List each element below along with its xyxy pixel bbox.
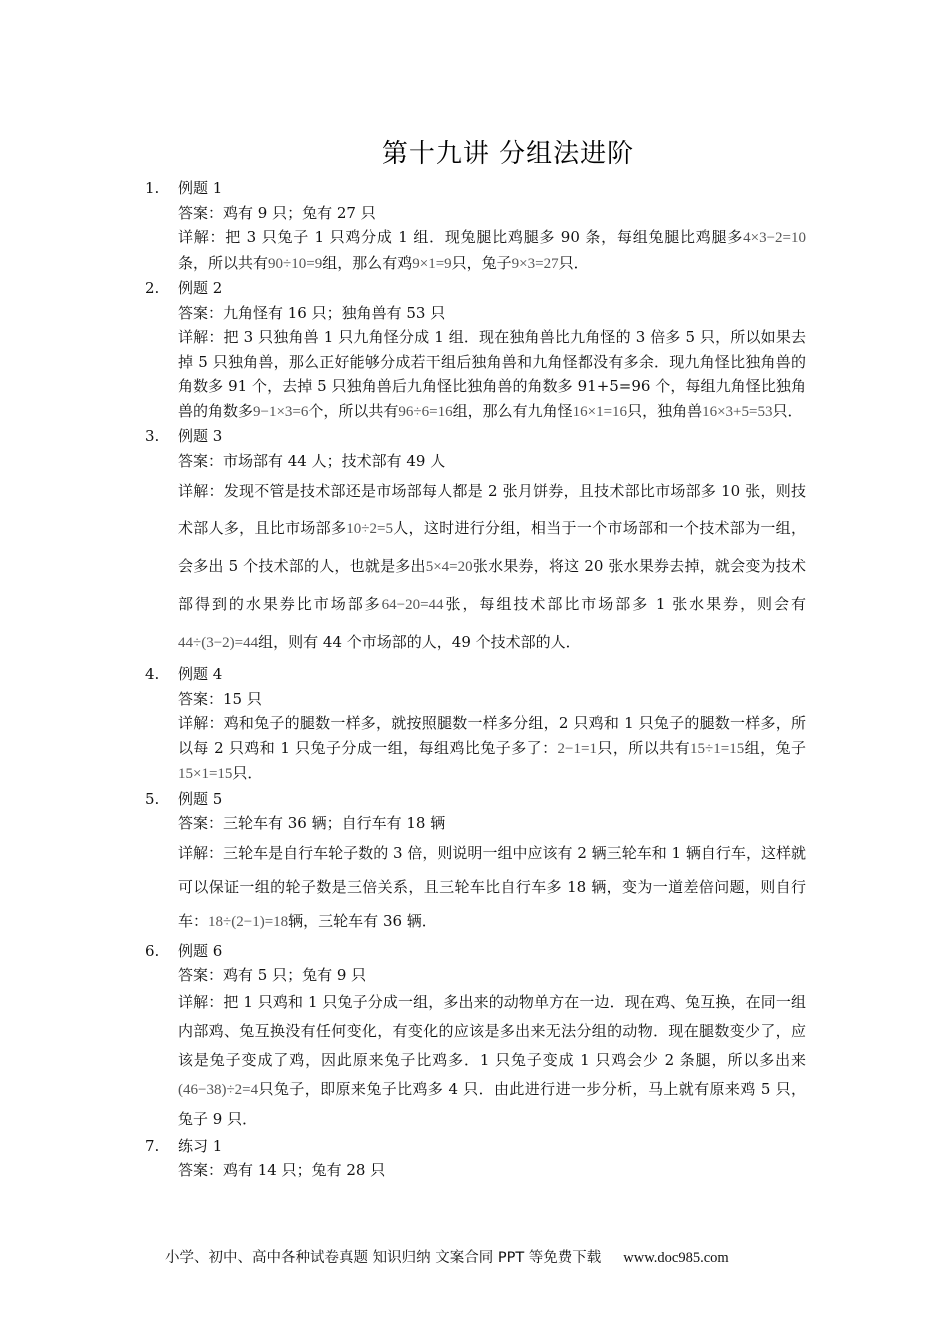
- item-answer: 答案：市场部有 44 人；技术部有 49 人: [178, 451, 446, 470]
- list-item: [0, 1134, 950, 1183]
- item-answer: 答案：九角怪有 16 只；独角兽有 53 只: [178, 303, 446, 322]
- item-answer: 答案：三轮车有 36 辆；自行车有 18 辆: [178, 814, 446, 832]
- item-heading: 例题 1: [178, 179, 223, 197]
- item-answer: 答案：鸡有 14 只；兔有 28 只: [178, 1161, 386, 1179]
- list-item: [0, 787, 950, 939]
- item-answer: 答案：鸡有 9 只；兔有 27 只: [178, 203, 376, 222]
- page-title: 第十九讲 分组法进阶: [381, 139, 635, 169]
- item-detail: 详解：鸡和兔子的腿数一样多，就按照腿数一样多分组，2 只鸡和 1 只兔子的腿数一样多，所以每 2 只鸡和 1 只兔子分成一组，每组鸡比兔子多了：2−1=1只，所以共有15÷1=15组，兔子15×1=15只．: [178, 714, 806, 782]
- list-item: [0, 176, 950, 276]
- item-number: 5.: [145, 789, 160, 808]
- item-number: 1.: [145, 179, 160, 197]
- solution-list: [0, 176, 950, 1183]
- item-heading: 例题 3: [178, 427, 223, 445]
- item-heading: 例题 2: [178, 279, 223, 297]
- item-number: 4.: [145, 665, 160, 683]
- list-item: [0, 939, 950, 1134]
- item-number: 7.: [145, 1136, 160, 1155]
- item-number: 6.: [145, 941, 160, 960]
- item-heading: 练习 1: [178, 1136, 223, 1155]
- footer-link[interactable]: www.doc985.com: [623, 1250, 729, 1266]
- list-item: [0, 276, 950, 424]
- item-detail: 详解：发现不管是技术部还是市场部每人都是 2 张月饼券，且技术部比市场部多 10 张，则技术部人多，且比市场部多10÷2=5人，这时进行分组，相当于一个市场部和一个技术部为一组，会多出 5 个技术部的人，也就是多出5×4=20张水果券，将这 20 张水果券去掉，就会变为技术部得到的水果券比市场部多64−20=44张，每组技术部比市场部多 1 张水果券，则会有44÷(3−2)=44组，则有 44 个市场部的人，49 个技术部的人．: [178, 482, 806, 651]
- item-answer: 答案：15 只: [178, 689, 262, 708]
- item-heading: 例题 6: [178, 941, 223, 960]
- list-item: [0, 424, 950, 662]
- item-number: 3.: [145, 427, 160, 445]
- page-footer: [165, 1246, 729, 1267]
- footer-text: 小学、初中、高中各种试卷真题 知识归纳 文案合同 PPT 等免费下载: [165, 1250, 602, 1266]
- item-detail: 详解：把 3 只兔子 1 只鸡分成 1 组．现兔腿比鸡腿多 90 条，每组兔腿比鸡腿多4×3−2=10条，所以共有90÷10=9组，那么有鸡9×1=9只，兔子9×3=27只．: [178, 228, 806, 272]
- item-answer: 答案：鸡有 5 只；兔有 9 只: [178, 966, 367, 984]
- item-detail: 详解：把 1 只鸡和 1 只兔子分成一组，多出来的动物单方在一边．现在鸡、兔互换，在同一组内部鸡、兔互换没有任何变化，有变化的应该是多出来无法分组的动物．现在腿数变少了，应该是兔子变成了鸡，因此原来兔子比鸡多．1 只兔子变成 1 只鸡会少 2 条腿，所以多出来(46−38)÷2=4只兔子，即原来兔子比鸡多 4 只．由此进行进一步分析，马上就有原来鸡 5 只，兔子 9 只．: [178, 992, 806, 1128]
- item-detail: 详解：三轮车是自行车轮子数的 3 倍，则说明一组中应该有 2 辆三轮车和 1 辆自行车，这样就可以保证一组的轮子数是三倍关系，且三轮车比自行车多 18 辆，变为一道差倍问题，则自行车：18÷(2−1)=18辆，三轮车有 36 辆．: [178, 843, 806, 930]
- item-heading: 例题 4: [178, 665, 223, 683]
- item-number: 2.: [145, 279, 160, 297]
- item-detail: 详解：把 3 只独角兽 1 只九角怪分成 1 组．现在独角兽比九角怪的 3 倍多 5 只，所以如果去掉 5 只独角兽，那么正好能够分成若干组后独角兽和九角怪都没有多余．现九角怪比独角兽的角数多 91 个，去掉 5 只独角兽后九角怪比独角兽的角数多 91+5=96 个，每组九角怪比独角兽的角数多9−1×3=6个，所以共有96÷6=16组，那么有九角怪16×1=16只，独角兽16×3+5=53只．: [178, 328, 806, 420]
- list-item: [0, 662, 950, 787]
- item-heading: 例题 5: [178, 789, 223, 808]
